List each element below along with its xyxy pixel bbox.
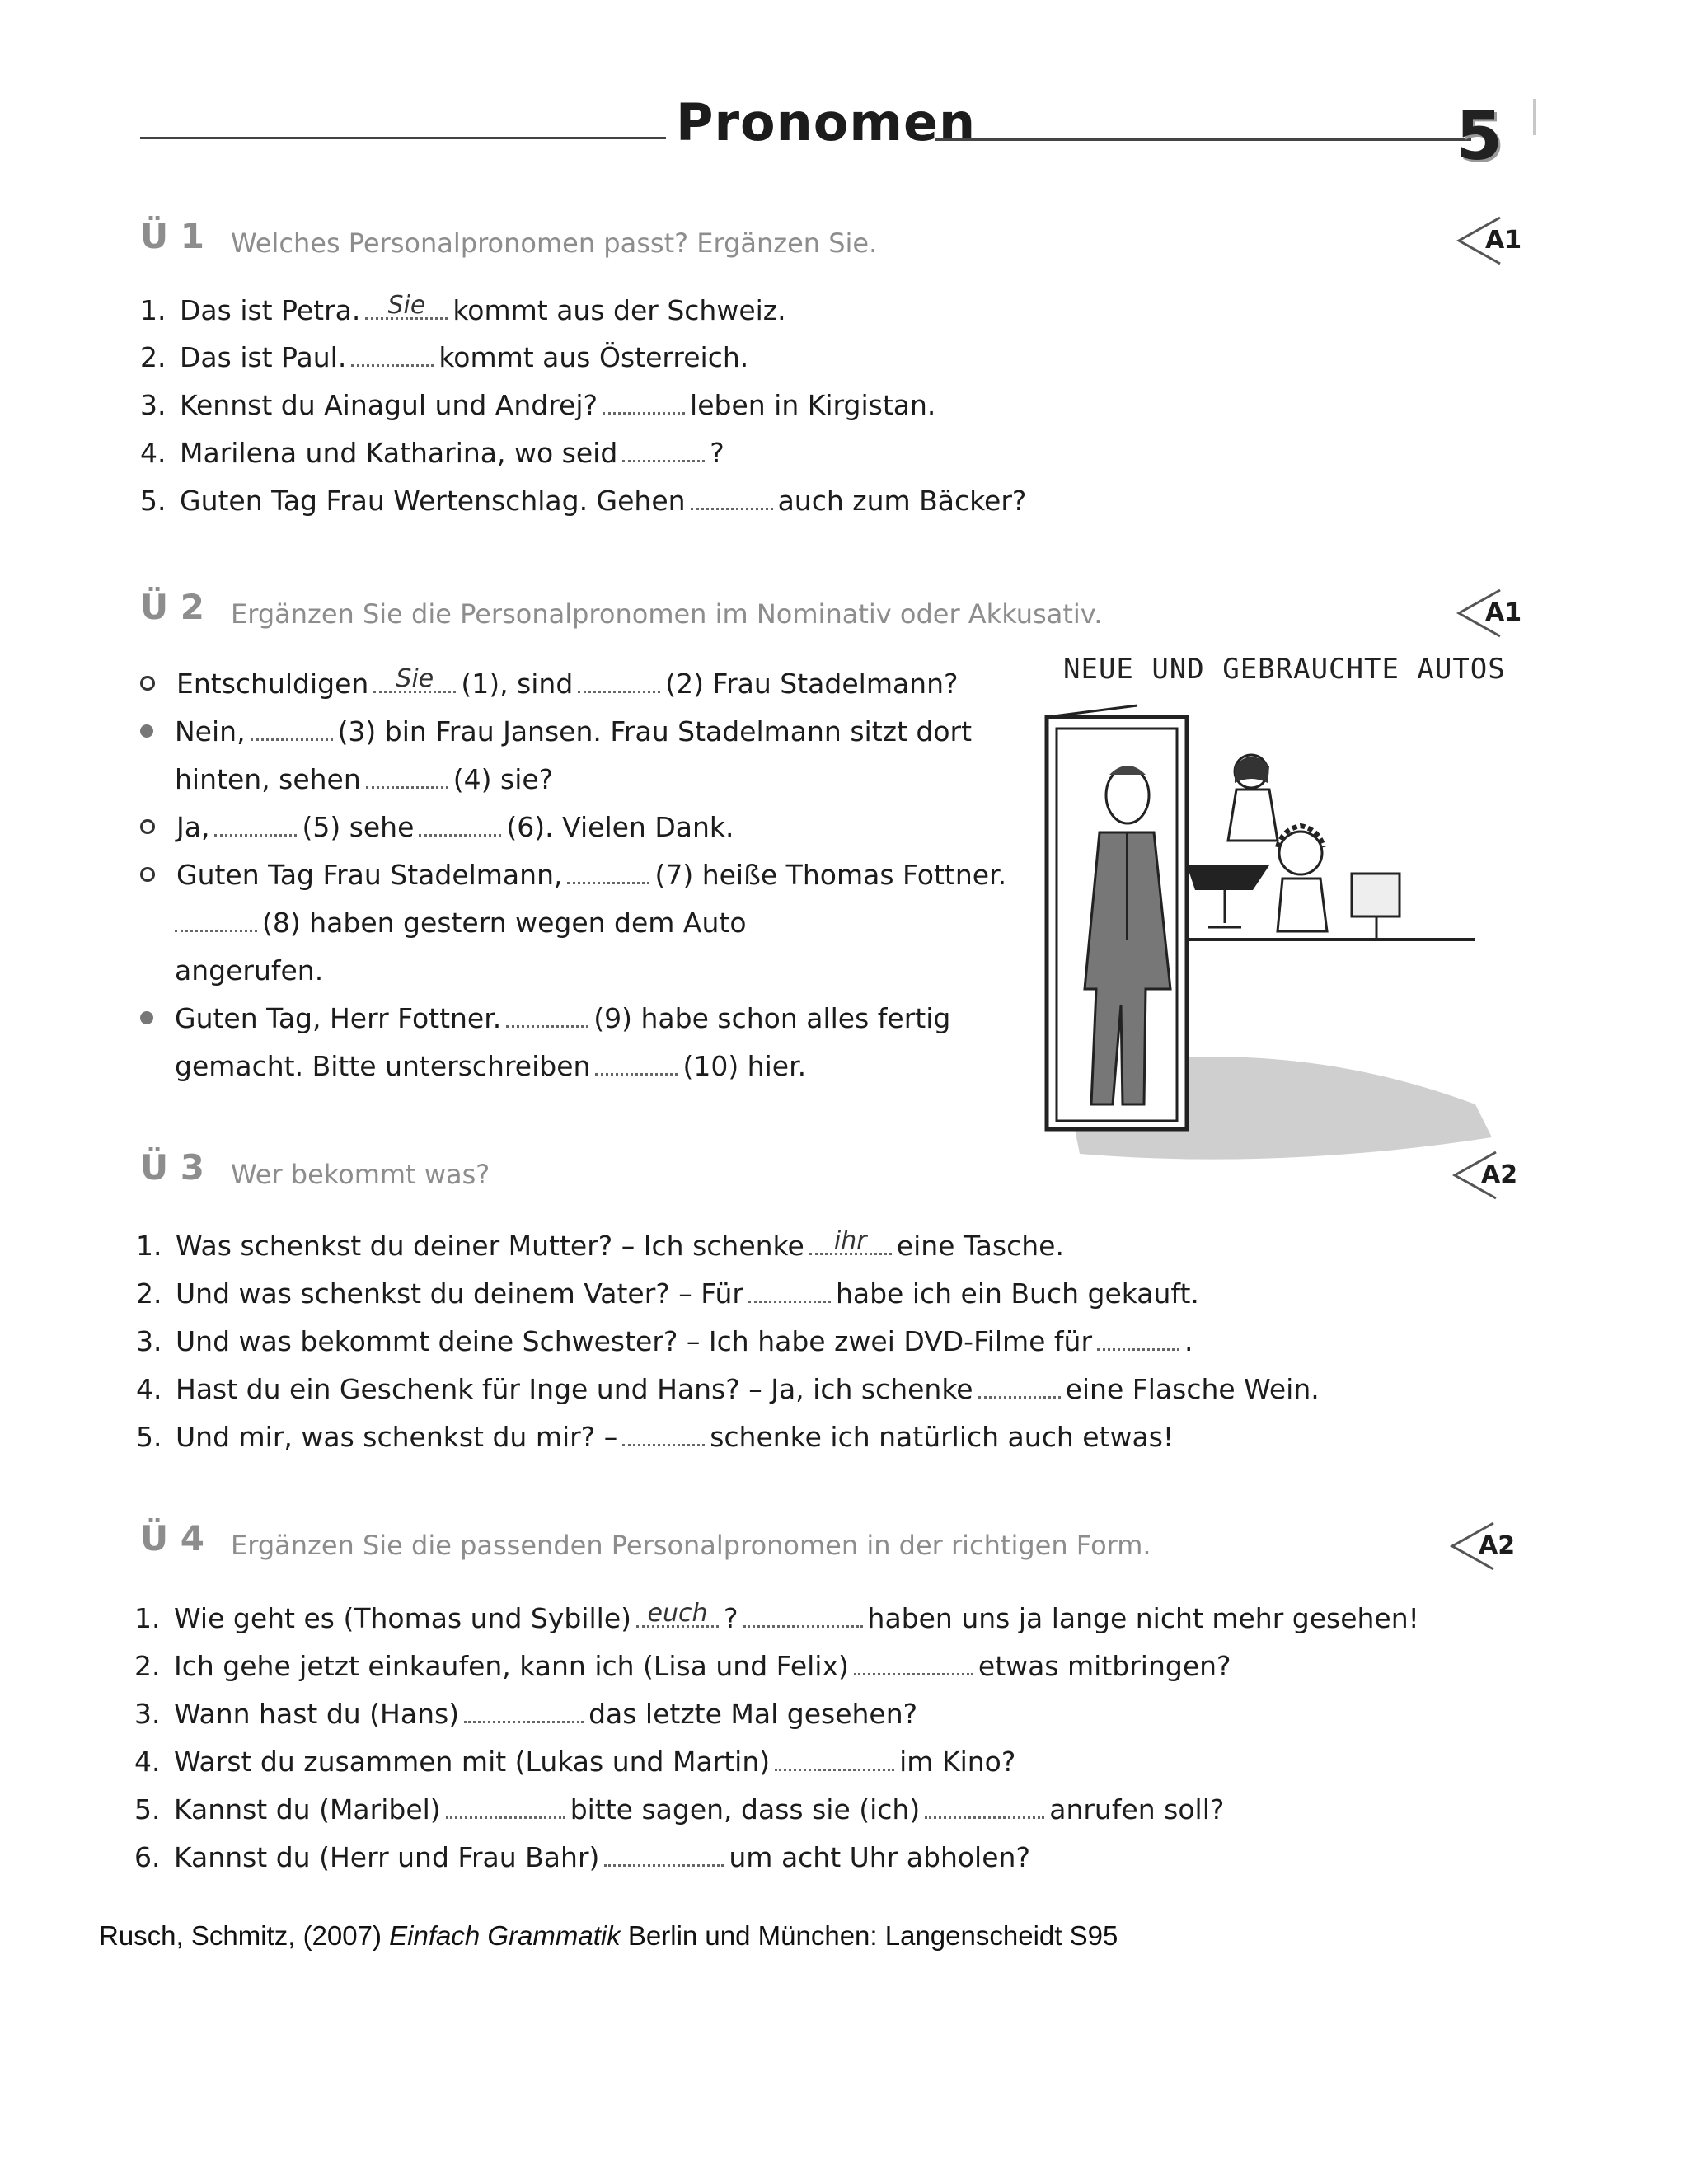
answer-gap[interactable] — [214, 809, 297, 837]
item-text: Und was schenkst du deinem Vater? – Für — [176, 1277, 743, 1310]
item-text: schenke ich natürlich auch etwas! — [710, 1421, 1175, 1453]
answer-gap[interactable] — [809, 1228, 892, 1255]
level-badge-a1 — [1451, 213, 1533, 270]
item-text: eine Flasche Wein. — [1065, 1373, 1320, 1405]
item-text: Das ist Petra. — [180, 294, 361, 326]
item-text: eine Tasche. — [896, 1230, 1064, 1262]
exercise-number: Ü 2 — [140, 587, 204, 627]
item-number: 5. — [134, 1793, 161, 1825]
item-number: 1. — [140, 294, 166, 326]
source-citation — [99, 1920, 1118, 1952]
page-edge-mark — [1533, 99, 1536, 135]
exercise-4-item-4 — [134, 1744, 1015, 1780]
speaker-b-bullet-icon — [140, 724, 153, 738]
exercise-4-item-5 — [134, 1792, 1224, 1828]
level-label: A2 — [1481, 1160, 1518, 1189]
dialog-text: (1), sind — [461, 668, 574, 700]
exercise-1-item-3 — [140, 387, 935, 424]
dialog-text: (4) sie? — [452, 763, 554, 795]
page-title: Pronomen — [676, 92, 977, 152]
speaker-a-bullet-icon — [140, 867, 155, 882]
item-text: Was schenkst du deiner Mutter? – Ich schenke — [176, 1230, 804, 1262]
item-text: kommt aus Österreich. — [438, 341, 749, 373]
exercise-number: Ü 3 — [140, 1147, 204, 1188]
item-text: bitte sagen, dass sie (ich) — [570, 1793, 921, 1825]
answer-gap[interactable] — [506, 1001, 588, 1028]
exercise-4-item-3 — [134, 1696, 917, 1732]
speaker-a-bullet-icon — [140, 676, 155, 691]
header-rule-left — [140, 137, 666, 139]
exercise-instruction: Welches Personalpronomen passt? Ergänzen Sie. — [231, 227, 878, 259]
item-text: Kannst du (Maribel) — [174, 1793, 441, 1825]
exercise-number: Ü 1 — [140, 216, 204, 256]
dialog-text: (8) haben gestern wegen dem Auto — [262, 907, 747, 939]
dialog-text: (2) Frau Stadelmann? — [665, 668, 959, 700]
answer-gap[interactable] — [351, 340, 434, 367]
answer-gap[interactable] — [578, 666, 660, 693]
dialog-text: (10) hier. — [682, 1050, 807, 1082]
answer-gap[interactable] — [636, 1601, 719, 1628]
exercise-instruction: Ergänzen Sie die passenden Personalpronomen in der richtigen Form. — [231, 1530, 1151, 1561]
item-number: 3. — [134, 1698, 161, 1730]
item-text: Und was bekommt deine Schwester? – Ich habe zwei DVD-Filme für — [176, 1325, 1093, 1357]
dialog-text: (6). Vielen Dank. — [506, 811, 734, 843]
answer-gap[interactable] — [251, 714, 333, 741]
answer-gap[interactable] — [175, 905, 257, 932]
item-number: 5. — [140, 485, 166, 517]
citation-publisher: Berlin und München: Langenscheidt S95 — [620, 1920, 1118, 1951]
item-text: anrufen soll? — [1049, 1793, 1225, 1825]
dialog-text: Nein, — [175, 715, 246, 748]
dialog-line-3 — [175, 762, 553, 798]
dialog-line-4 — [140, 809, 734, 846]
dialog-text: Ja, — [176, 811, 210, 843]
dialog-line-2 — [140, 714, 972, 750]
exercise-1-item-4 — [140, 435, 724, 471]
exercise-4-item-2 — [134, 1648, 1231, 1685]
item-number: 4. — [134, 1746, 161, 1778]
page-header — [140, 86, 1533, 176]
answer-gap[interactable] — [464, 1696, 584, 1723]
answer-gap[interactable] — [446, 1792, 565, 1819]
chapter-number: 5 — [1456, 97, 1503, 176]
answer-gap[interactable] — [595, 1048, 678, 1076]
level-badge-a2 — [1447, 1147, 1529, 1205]
answer-gap[interactable] — [567, 857, 649, 884]
level-badge-a1 — [1451, 585, 1533, 643]
dialog-text: Entschuldigen — [176, 668, 369, 700]
item-text: haben uns ja lange nicht mehr gesehen! — [867, 1602, 1419, 1634]
item-number: 2. — [140, 341, 166, 373]
dialog-text: (3) bin Frau Jansen. Frau Stadelmann sitzt dort — [337, 715, 973, 748]
level-label: A2 — [1479, 1531, 1516, 1560]
dialog-line-1 — [140, 666, 959, 702]
exercise-1-item-2 — [140, 340, 748, 376]
item-number: 1. — [134, 1602, 161, 1634]
answer-gap[interactable] — [365, 293, 448, 320]
dialog-text: gemacht. Bitte unterschreiben — [175, 1050, 591, 1082]
item-text: im Kino? — [899, 1746, 1016, 1778]
answer-gap[interactable] — [622, 435, 705, 462]
citation-authors: Rusch, Schmitz, (2007) — [99, 1920, 390, 1951]
illustration-caption: NEUE UND GEBRAUCHTE AUTOS — [1063, 653, 1506, 686]
citation-book-title: Einfach Grammatik — [389, 1920, 621, 1951]
item-number: 1. — [136, 1230, 162, 1262]
item-number: 4. — [136, 1373, 162, 1405]
answer-gap[interactable] — [925, 1792, 1044, 1819]
level-label: A1 — [1485, 226, 1522, 255]
item-text: Wie geht es (Thomas und Sybille) — [174, 1602, 632, 1634]
item-text: leben in Kirgistan. — [690, 389, 936, 421]
item-text: Hast du ein Geschenk für Inge und Hans? – Ja, ich schenke — [176, 1373, 973, 1405]
exercise-3-item-4 — [136, 1371, 1320, 1408]
handwritten-answer: Sie — [387, 291, 426, 320]
exercise-4-item-6 — [134, 1840, 1030, 1876]
answer-gap[interactable] — [366, 762, 448, 789]
item-text: Guten Tag Frau Wertenschlag. Gehen — [180, 485, 686, 517]
answer-gap[interactable] — [419, 809, 501, 837]
item-text: auch zum Bäcker? — [777, 485, 1027, 517]
level-label: A1 — [1485, 598, 1522, 627]
answer-gap[interactable] — [854, 1648, 973, 1675]
item-text: Das ist Paul. — [180, 341, 347, 373]
item-text: Ich gehe jetzt einkaufen, kann ich (Lisa und Felix) — [174, 1650, 849, 1682]
dialog-text: Guten Tag Frau Stadelmann, — [176, 859, 563, 891]
speaker-a-bullet-icon — [140, 819, 155, 834]
item-text: um acht Uhr abholen? — [729, 1841, 1030, 1873]
car-dealer-illustration — [1030, 643, 1506, 1170]
dialog-line-7 — [175, 953, 323, 989]
answer-gap[interactable] — [743, 1601, 863, 1628]
office-scene-drawing — [1030, 643, 1492, 1170]
dialog-line-8 — [140, 1001, 950, 1037]
answer-gap[interactable] — [373, 666, 456, 693]
exercise-instruction: Ergänzen Sie die Personalpronomen im Nominativ oder Akkusativ. — [231, 598, 1103, 630]
item-text: ? — [724, 1602, 738, 1634]
item-number: 2. — [134, 1650, 161, 1682]
answer-gap[interactable] — [1097, 1324, 1179, 1351]
dialog-text: hinten, sehen — [175, 763, 361, 795]
handwritten-answer: ihr — [833, 1226, 867, 1255]
item-number: 3. — [140, 389, 166, 421]
exercise-1-item-5 — [140, 483, 1026, 519]
item-text: ? — [710, 437, 724, 469]
dialog-text: angerufen. — [175, 954, 324, 987]
dialog-line-5 — [140, 857, 1006, 893]
item-number: 4. — [140, 437, 166, 469]
dialog-line-6 — [170, 905, 747, 941]
dialog-text: (5) sehe — [302, 811, 415, 843]
item-number: 5. — [136, 1421, 162, 1453]
answer-gap[interactable] — [622, 1419, 705, 1446]
item-text: . — [1184, 1325, 1193, 1357]
item-number: 2. — [136, 1277, 162, 1310]
answer-gap[interactable] — [775, 1744, 894, 1771]
item-text: habe ich ein Buch gekauft. — [835, 1277, 1199, 1310]
item-text: Kannst du (Herr und Frau Bahr) — [174, 1841, 600, 1873]
exercise-3-item-2 — [136, 1276, 1199, 1312]
item-text: kommt aus der Schweiz. — [452, 294, 786, 326]
answer-gap[interactable] — [603, 387, 685, 415]
item-text: Marilena und Katharina, wo seid — [180, 437, 618, 469]
exercise-3-item-5 — [136, 1419, 1174, 1455]
level-badge-a2 — [1444, 1518, 1526, 1576]
answer-gap[interactable] — [978, 1371, 1061, 1399]
exercise-1-item-1 — [140, 293, 786, 329]
item-text: Und mir, was schenkst du mir? – — [176, 1421, 618, 1453]
item-number: 3. — [136, 1325, 162, 1357]
dialog-text: (9) habe schon alles fertig — [593, 1002, 951, 1034]
item-text: das letzte Mal gesehen? — [588, 1698, 918, 1730]
item-number: 6. — [134, 1841, 161, 1873]
item-text: Kennst du Ainagul und Andrej? — [180, 389, 598, 421]
answer-gap[interactable] — [691, 483, 773, 510]
exercise-instruction: Wer bekommt was? — [231, 1159, 490, 1190]
speaker-b-bullet-icon — [140, 1011, 153, 1024]
item-text: Warst du zusammen mit (Lukas und Martin) — [174, 1746, 771, 1778]
answer-gap[interactable] — [748, 1276, 831, 1303]
dialog-text: (7) heiße Thomas Fottner. — [654, 859, 1007, 891]
dialog-line-9 — [175, 1048, 806, 1085]
handwritten-answer: euch — [647, 1599, 708, 1628]
answer-gap[interactable] — [604, 1840, 724, 1867]
exercise-3-item-3 — [136, 1324, 1193, 1360]
item-text: Wann hast du (Hans) — [174, 1698, 460, 1730]
handwritten-answer: Sie — [396, 664, 434, 693]
exercise-3-item-1 — [136, 1228, 1064, 1264]
exercise-number: Ü 4 — [140, 1518, 204, 1558]
header-rule-right — [935, 138, 1471, 141]
exercise-4-item-1 — [134, 1601, 1419, 1637]
dialog-text: Guten Tag, Herr Fottner. — [175, 1002, 502, 1034]
item-text: etwas mitbringen? — [978, 1650, 1231, 1682]
